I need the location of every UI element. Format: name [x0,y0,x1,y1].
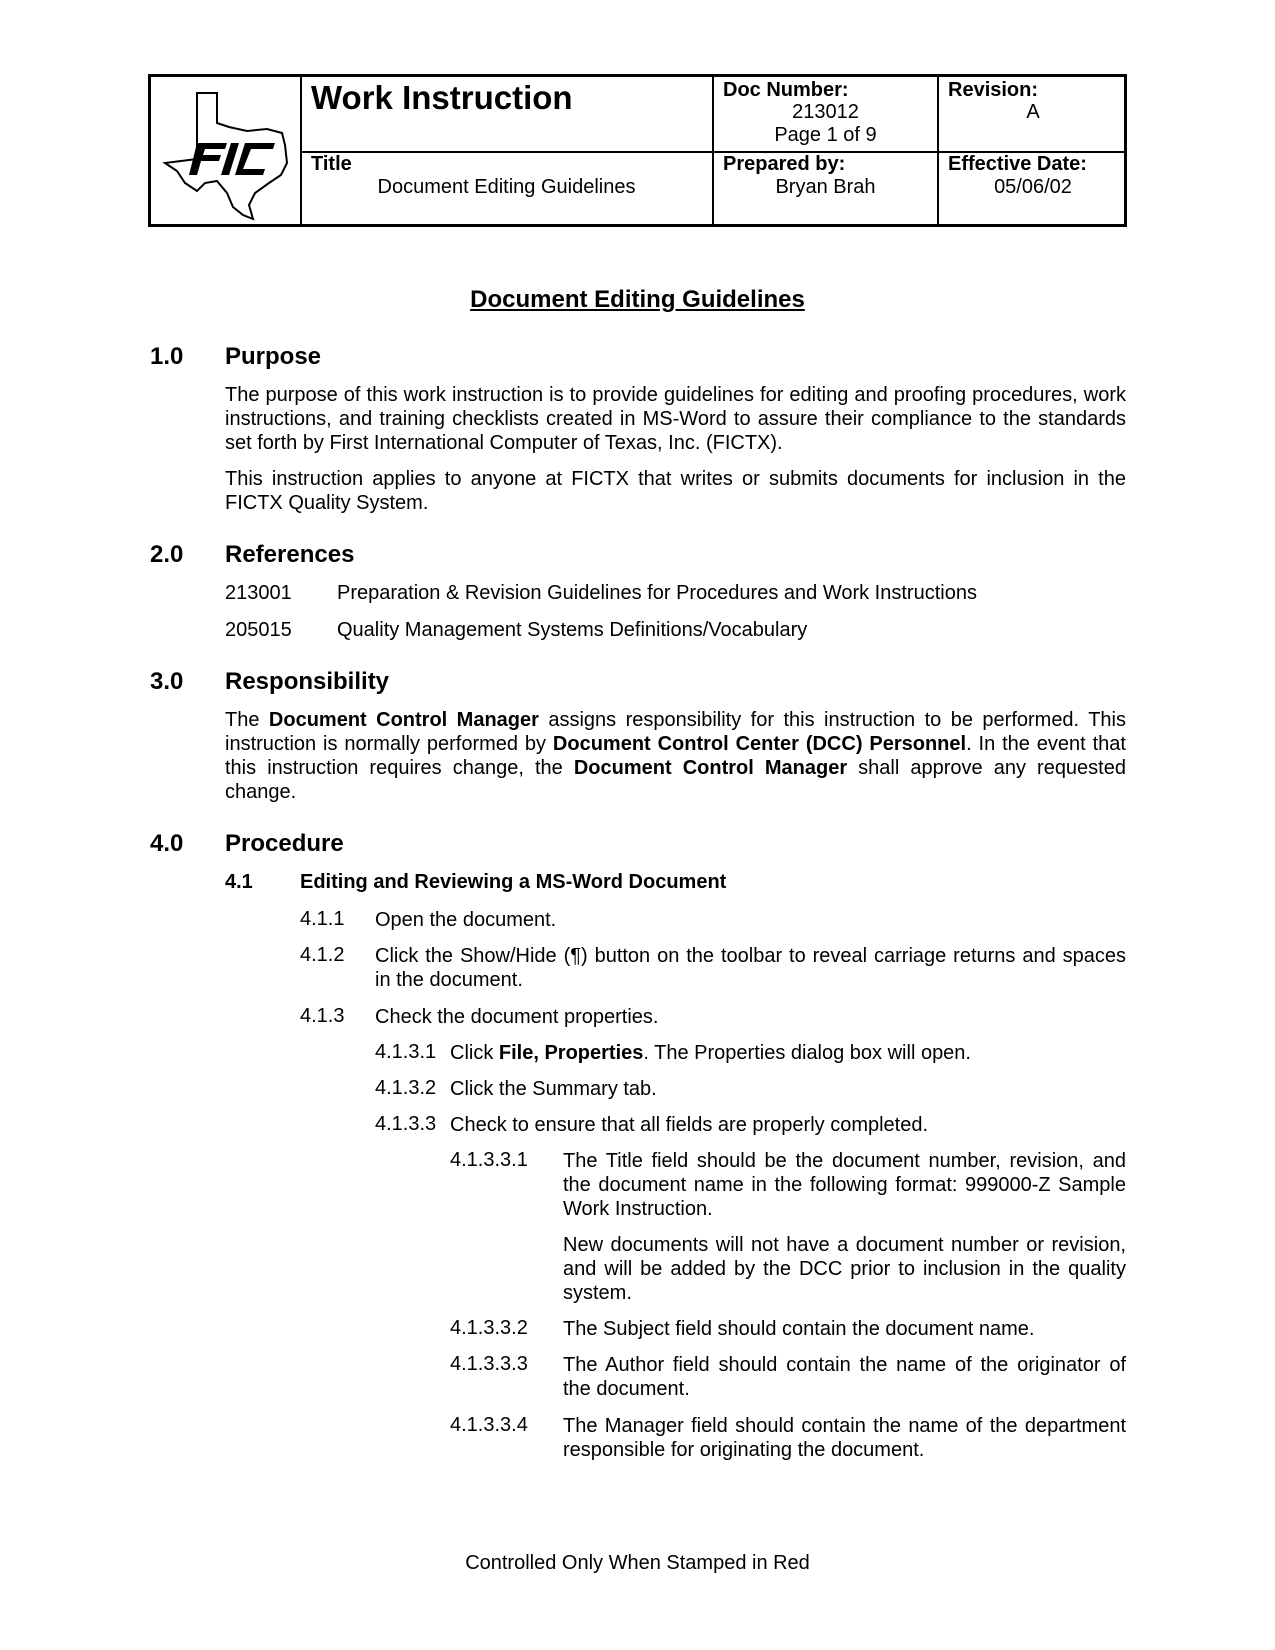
reference-code: 205015 [225,619,292,641]
step-number: 4.1.3.3.4 [450,1414,528,1436]
title-value: Document Editing Guidelines [377,176,636,198]
prepared-by-label: Prepared by: [723,153,846,175]
step-number: 4.1.2 [300,944,345,966]
footer-note: Controlled Only When Stamped in Red [465,1552,810,1574]
step-text: New documents will not have a document number or revision, and will be added by the DCC prior to inclusion in the quality system. [563,1234,1126,1304]
revision-value: A [1026,101,1040,123]
step-text: Check the document properties. [375,1006,659,1028]
page-count: Page 1 of 9 [774,124,877,146]
prepared-by-value: Bryan Brah [775,176,876,198]
section-number: 4.0 [150,830,184,857]
subsection-title: Editing and Reviewing a MS-Word Document [300,871,727,893]
title-label: Title [311,153,352,175]
step-text: Check to ensure that all fields are properly completed. [450,1114,929,1136]
effective-date-label: Effective Date: [948,153,1087,175]
section-title: Procedure [225,830,344,857]
step-number: 4.1.1 [300,908,345,930]
step-number: 4.1.3.1 [375,1041,437,1063]
document-heading: Document Editing Guidelines [470,286,805,313]
step-number: 4.1.3.3.2 [450,1317,528,1339]
step-number: 4.1.3 [300,1005,345,1027]
section-number: 3.0 [150,668,184,695]
responsibility-paragraph: The Document Control Manager assigns responsibility for this instruction to be performed. This instruction is normally performed by Document Control Center (DCC) Personnel. In the event that this instruction requires change, the Document Control Manager shall approve any requested change. [225,709,1126,803]
step-text: The Subject field should contain the document name. [563,1318,1035,1340]
section-number: 2.0 [150,541,184,568]
step-text: The Manager field should contain the name of the department responsible for originating the document. [563,1415,1126,1461]
section-title: Purpose [225,343,322,370]
step-number: 4.1.3.3 [375,1113,437,1135]
revision-label: Revision: [948,79,1039,101]
subsection-number: 4.1 [225,871,253,893]
scope-paragraph: This instruction applies to anyone at FICTX that writes or submits documents for inclusion in the FICTX Quality System. [225,468,1126,514]
reference-text: Quality Management Systems Definitions/Vocabulary [337,619,808,641]
doc-number-label: Doc Number: [723,79,849,101]
company-logo [157,83,297,223]
step-number: 4.1.3.3.3 [450,1353,528,1375]
doc-number-value: 213012 [792,101,859,123]
step-text: Open the document. [375,909,557,931]
texas-logo-icon [157,83,297,223]
step-text: The Title field should be the document number, revision, and the document name in the following format: 999000-Z Sample Work Instruction. [563,1150,1126,1220]
doc-type: Work Instruction [311,79,573,116]
step-text: Click File, Properties. The Properties dialog box will open. [450,1042,971,1064]
step-text: The Author field should contain the name of the originator of the document. [563,1354,1126,1400]
step-text: Click the Show/Hide (¶) button on the toolbar to reveal carriage returns and spaces in the document. [375,945,1126,991]
step-number: 4.1.3.2 [375,1077,437,1099]
effective-date-value: 05/06/02 [994,176,1072,198]
reference-code: 213001 [225,582,292,604]
step-text: Click the Summary tab. [450,1078,657,1100]
section-title: References [225,541,355,568]
section-title: Responsibility [225,668,390,695]
purpose-paragraph: The purpose of this work instruction is to provide guidelines for editing and proofing procedures, work instructions, and training checklists created in MS-Word to assure their compliance to the standards set forth by First International Computer of Texas, Inc. (FICTX). [225,384,1126,454]
header-table [148,74,1127,227]
section-number: 1.0 [150,343,184,370]
reference-text: Preparation & Revision Guidelines for Procedures and Work Instructions [337,582,977,604]
step-number: 4.1.3.3.1 [450,1149,528,1171]
